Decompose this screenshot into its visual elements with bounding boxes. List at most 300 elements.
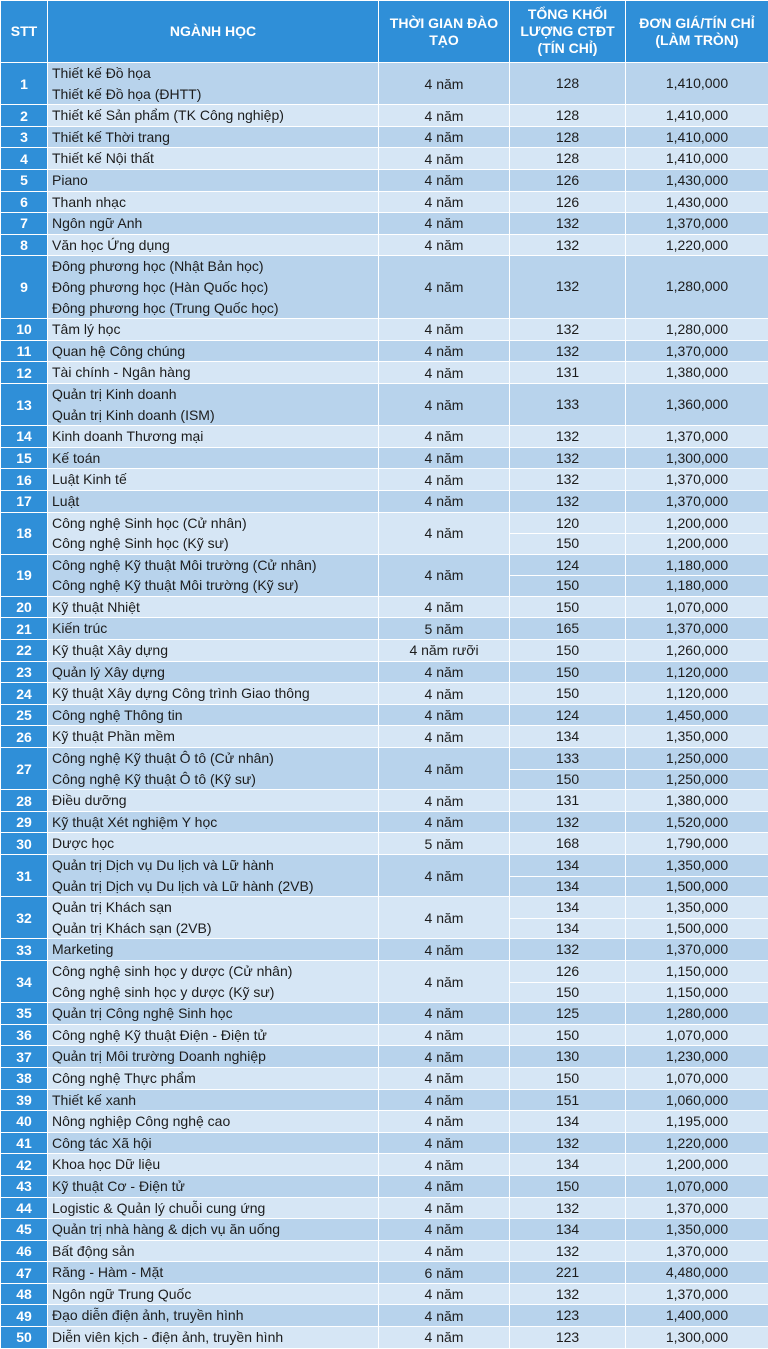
- row-major: [48, 811, 379, 833]
- row-credits: [510, 1283, 626, 1305]
- row-credits: [510, 811, 626, 833]
- price-value: 1,360,000: [626, 384, 768, 425]
- row-price: [626, 1262, 768, 1284]
- major-name: Diễn viên kịch - điện ảnh, truyền hình: [52, 1327, 378, 1348]
- row-price: [626, 1154, 768, 1176]
- table-row: [1, 469, 768, 491]
- row-major: [48, 447, 379, 469]
- row-duration: 4 năm: [379, 63, 510, 105]
- credit-value: 132: [510, 213, 625, 234]
- table-row: [1, 1327, 768, 1349]
- row-major: [48, 256, 379, 319]
- row-duration: 4 năm: [379, 661, 510, 683]
- row-credits: [510, 1003, 626, 1025]
- credit-value: 165: [510, 618, 625, 639]
- row-price: [626, 1132, 768, 1154]
- row-major: [48, 63, 379, 105]
- row-duration: 4 năm: [379, 939, 510, 961]
- credit-value: 132: [510, 1133, 625, 1154]
- major-name: Quản trị Kinh doanh (ISM): [52, 405, 378, 426]
- price-value: 1,280,000: [626, 1003, 768, 1024]
- row-price: [626, 490, 768, 512]
- table-row: [1, 319, 768, 341]
- row-duration: 4 năm: [379, 596, 510, 618]
- row-stt: 50: [1, 1327, 48, 1349]
- row-stt: 46: [1, 1240, 48, 1262]
- row-duration: 4 năm: [379, 362, 510, 384]
- row-credits: [510, 383, 626, 425]
- row-major: [48, 833, 379, 855]
- row-duration: 4 năm: [379, 213, 510, 235]
- row-stt: 32: [1, 897, 48, 939]
- credit-value: 128: [510, 148, 625, 169]
- row-stt: 25: [1, 704, 48, 726]
- price-value: 1,350,000: [626, 726, 768, 747]
- row-duration: 5 năm: [379, 833, 510, 855]
- major-name: Đông phương học (Nhật Bản học): [52, 256, 378, 277]
- header-duration: THỜI GIAN ĐÀO TẠO: [379, 1, 510, 63]
- major-name: Thiết kế Nội thất: [52, 148, 378, 169]
- row-major: [48, 1262, 379, 1284]
- price-value: 1,350,000: [626, 897, 768, 918]
- row-major: [48, 554, 379, 596]
- row-price: [626, 554, 768, 596]
- row-price: [626, 1305, 768, 1327]
- price-value: 1,410,000: [626, 105, 768, 126]
- row-credits: [510, 1089, 626, 1111]
- table-row: [1, 1089, 768, 1111]
- row-duration: 4 năm: [379, 383, 510, 425]
- row-stt: 29: [1, 811, 48, 833]
- row-major: [48, 469, 379, 491]
- price-value: 1,070,000: [626, 1176, 768, 1197]
- row-price: [626, 213, 768, 235]
- major-name: Luật Kinh tế: [52, 469, 378, 490]
- row-credits: [510, 426, 626, 448]
- row-credits: [510, 191, 626, 213]
- row-price: [626, 618, 768, 640]
- price-value: 1,200,000: [626, 533, 768, 554]
- major-name: Công nghệ sinh học y dược (Cử nhân): [52, 961, 378, 982]
- row-stt: 4: [1, 148, 48, 170]
- row-stt: 35: [1, 1003, 48, 1025]
- row-major: [48, 1046, 379, 1068]
- table-row: [1, 1067, 768, 1089]
- table-row: [1, 683, 768, 705]
- row-credits: [510, 1219, 626, 1241]
- row-duration: 4 năm: [379, 855, 510, 897]
- price-value: 1,370,000: [626, 1284, 768, 1305]
- major-name: Thiết kế Đồ họa: [52, 63, 378, 84]
- row-price: [626, 640, 768, 662]
- row-major: [48, 1003, 379, 1025]
- major-name: Quản lý Xây dựng: [52, 662, 378, 683]
- row-credits: [510, 1240, 626, 1262]
- major-name: Kế toán: [52, 448, 378, 469]
- row-stt: 40: [1, 1111, 48, 1133]
- row-major: [48, 939, 379, 961]
- header-stt: STT: [1, 1, 48, 63]
- row-price: [626, 1219, 768, 1241]
- row-major: [48, 618, 379, 640]
- major-name: Kinh doanh Thương mại: [52, 426, 378, 447]
- row-major: [48, 340, 379, 362]
- row-duration: 4 năm: [379, 319, 510, 341]
- header-major: NGÀNH HỌC: [48, 1, 379, 63]
- major-name: Luật: [52, 491, 378, 512]
- row-credits: [510, 1327, 626, 1349]
- credit-value: 134: [510, 1111, 625, 1132]
- row-credits: [510, 63, 626, 105]
- row-duration: 4 năm: [379, 490, 510, 512]
- credit-value: 134: [510, 726, 625, 747]
- row-stt: 12: [1, 362, 48, 384]
- row-credits: [510, 939, 626, 961]
- row-stt: 14: [1, 426, 48, 448]
- row-major: [48, 426, 379, 448]
- row-credits: [510, 256, 626, 319]
- row-price: [626, 191, 768, 213]
- table-row: [1, 1240, 768, 1262]
- credit-value: 150: [510, 662, 625, 683]
- row-stt: 47: [1, 1262, 48, 1284]
- credit-value: 128: [510, 127, 625, 148]
- row-price: [626, 790, 768, 812]
- credit-value: 131: [510, 790, 625, 811]
- price-value: 1,350,000: [626, 855, 768, 876]
- row-duration: 4 năm: [379, 1003, 510, 1025]
- row-price: [626, 362, 768, 384]
- row-price: [626, 469, 768, 491]
- row-stt: 1: [1, 63, 48, 105]
- row-duration: 4 năm: [379, 1305, 510, 1327]
- row-stt: 3: [1, 126, 48, 148]
- row-credits: [510, 855, 626, 897]
- major-name: Quản trị Khách sạn (2VB): [52, 918, 378, 939]
- row-major: [48, 704, 379, 726]
- credit-value: 221: [510, 1262, 625, 1283]
- major-name: Công nghệ Kỹ thuật Điện - Điện tử: [52, 1025, 378, 1046]
- price-value: 1,200,000: [626, 1154, 768, 1175]
- row-major: [48, 726, 379, 748]
- table-row: [1, 596, 768, 618]
- row-major: [48, 855, 379, 897]
- row-duration: 4 năm: [379, 512, 510, 554]
- price-value: 1,500,000: [626, 876, 768, 897]
- table-row: [1, 105, 768, 127]
- row-major: [48, 148, 379, 170]
- row-duration: 4 năm: [379, 811, 510, 833]
- price-value: 1,500,000: [626, 918, 768, 939]
- table-row: [1, 383, 768, 425]
- row-duration: 4 năm: [379, 1067, 510, 1089]
- major-name: Thiết kế Đồ họa (ĐHTT): [52, 84, 378, 105]
- price-value: 1,220,000: [626, 235, 768, 256]
- row-credits: [510, 490, 626, 512]
- major-name: Quản trị Công nghệ Sinh học: [52, 1003, 378, 1024]
- major-name: Kỹ thuật Xây dựng Công trình Giao thông: [52, 683, 378, 704]
- row-duration: 4 năm: [379, 1327, 510, 1349]
- credit-value: 126: [510, 192, 625, 213]
- price-value: 1,370,000: [626, 426, 768, 447]
- row-credits: [510, 640, 626, 662]
- row-credits: [510, 661, 626, 683]
- row-stt: 10: [1, 319, 48, 341]
- row-price: [626, 63, 768, 105]
- row-price: [626, 748, 768, 790]
- row-credits: [510, 340, 626, 362]
- credit-value: 150: [510, 533, 625, 554]
- row-price: [626, 833, 768, 855]
- major-name: Công nghệ Kỹ thuật Ô tô (Kỹ sư): [52, 769, 378, 790]
- row-stt: 24: [1, 683, 48, 705]
- row-stt: 27: [1, 748, 48, 790]
- row-price: [626, 855, 768, 897]
- row-stt: 38: [1, 1067, 48, 1089]
- row-price: [626, 512, 768, 554]
- major-name: Quản trị Dịch vụ Du lịch và Lữ hành (2VB): [52, 876, 378, 897]
- table-row: [1, 661, 768, 683]
- row-credits: [510, 554, 626, 596]
- credit-value: 134: [510, 1154, 625, 1175]
- row-credits: [510, 105, 626, 127]
- major-name: Dược học: [52, 833, 378, 854]
- row-duration: 4 năm: [379, 704, 510, 726]
- row-major: [48, 1197, 379, 1219]
- row-stt: 21: [1, 618, 48, 640]
- major-name: Công nghệ sinh học y dược (Kỹ sư): [52, 982, 378, 1003]
- row-duration: 4 năm: [379, 1283, 510, 1305]
- price-value: 1,180,000: [626, 555, 768, 576]
- table-row: [1, 256, 768, 319]
- table-row: [1, 1175, 768, 1197]
- row-stt: 48: [1, 1283, 48, 1305]
- row-price: [626, 661, 768, 683]
- price-value: 1,370,000: [626, 341, 768, 362]
- row-duration: 4 năm: [379, 1024, 510, 1046]
- major-name: Bất động sản: [52, 1241, 378, 1262]
- price-value: 1,370,000: [626, 469, 768, 490]
- row-stt: 41: [1, 1132, 48, 1154]
- row-duration: 4 năm: [379, 1154, 510, 1176]
- row-price: [626, 1046, 768, 1068]
- row-price: [626, 234, 768, 256]
- row-price: [626, 811, 768, 833]
- credit-value: 134: [510, 918, 625, 939]
- row-major: [48, 1175, 379, 1197]
- table-row: [1, 726, 768, 748]
- price-value: 1,250,000: [626, 748, 768, 769]
- row-price: [626, 939, 768, 961]
- header-credits: TỔNG KHỐI LƯỢNG CTĐT (TÍN CHỈ): [510, 1, 626, 63]
- table-row: [1, 1024, 768, 1046]
- credit-value: 132: [510, 426, 625, 447]
- table-row: [1, 960, 768, 1002]
- table-row: [1, 833, 768, 855]
- credit-value: 131: [510, 362, 625, 383]
- row-major: [48, 1154, 379, 1176]
- row-major: [48, 683, 379, 705]
- credit-value: 132: [510, 1241, 625, 1262]
- credit-value: 150: [510, 769, 625, 790]
- credit-value: 150: [510, 982, 625, 1003]
- table-row: [1, 1132, 768, 1154]
- credit-value: 150: [510, 1068, 625, 1089]
- row-duration: 4 năm: [379, 469, 510, 491]
- row-duration: 4 năm rưỡi: [379, 640, 510, 662]
- table-row: [1, 191, 768, 213]
- row-credits: [510, 1111, 626, 1133]
- major-name: Răng - Hàm - Mặt: [52, 1262, 378, 1283]
- row-duration: 4 năm: [379, 426, 510, 448]
- table-header: [1, 1, 768, 63]
- row-major: [48, 213, 379, 235]
- table-row: [1, 126, 768, 148]
- row-major: [48, 596, 379, 618]
- row-credits: [510, 362, 626, 384]
- table-row: [1, 897, 768, 939]
- major-name: Công nghệ Sinh học (Cử nhân): [52, 513, 378, 534]
- table-row: [1, 512, 768, 554]
- major-name: Tài chính - Ngân hàng: [52, 362, 378, 383]
- table-row: [1, 618, 768, 640]
- row-stt: 34: [1, 960, 48, 1002]
- price-value: 1,300,000: [626, 1327, 768, 1348]
- table-row: [1, 855, 768, 897]
- table-row: [1, 213, 768, 235]
- row-duration: 4 năm: [379, 1175, 510, 1197]
- price-value: 1,300,000: [626, 448, 768, 469]
- row-major: [48, 1219, 379, 1241]
- row-major: [48, 383, 379, 425]
- table-row: [1, 1197, 768, 1219]
- row-major: [48, 897, 379, 939]
- row-price: [626, 426, 768, 448]
- price-value: 1,150,000: [626, 961, 768, 982]
- row-stt: 2: [1, 105, 48, 127]
- row-stt: 28: [1, 790, 48, 812]
- row-stt: 37: [1, 1046, 48, 1068]
- row-price: [626, 447, 768, 469]
- credit-value: 132: [510, 1284, 625, 1305]
- row-credits: [510, 1024, 626, 1046]
- row-duration: 4 năm: [379, 748, 510, 790]
- credit-value: 132: [510, 939, 625, 960]
- row-duration: 4 năm: [379, 1132, 510, 1154]
- price-value: 1,195,000: [626, 1111, 768, 1132]
- major-name: Thiết kế Thời trang: [52, 127, 378, 148]
- credit-value: 132: [510, 1198, 625, 1219]
- row-duration: 4 năm: [379, 447, 510, 469]
- price-value: 1,520,000: [626, 812, 768, 833]
- major-name: Logistic & Quản lý chuỗi cung ứng: [52, 1198, 378, 1219]
- row-price: [626, 1024, 768, 1046]
- row-major: [48, 1283, 379, 1305]
- credit-value: 132: [510, 448, 625, 469]
- row-stt: 30: [1, 833, 48, 855]
- row-credits: [510, 213, 626, 235]
- table-row: [1, 1003, 768, 1025]
- price-value: 1,220,000: [626, 1133, 768, 1154]
- header-row: [1, 1, 768, 63]
- row-major: [48, 1067, 379, 1089]
- credit-value: 132: [510, 235, 625, 256]
- major-name: Kỹ thuật Nhiệt: [52, 597, 378, 618]
- price-value: 1,410,000: [626, 127, 768, 148]
- credit-value: 132: [510, 469, 625, 490]
- price-value: 1,070,000: [626, 597, 768, 618]
- table-row: [1, 1046, 768, 1068]
- row-credits: [510, 148, 626, 170]
- price-value: 1,370,000: [626, 1241, 768, 1262]
- row-stt: 36: [1, 1024, 48, 1046]
- price-value: 1,370,000: [626, 1198, 768, 1219]
- major-name: Công nghệ Kỹ thuật Môi trường (Kỹ sư): [52, 575, 378, 596]
- major-name: Đạo diễn điện ảnh, truyền hình: [52, 1305, 378, 1326]
- row-duration: 4 năm: [379, 1089, 510, 1111]
- row-stt: 43: [1, 1175, 48, 1197]
- row-stt: 6: [1, 191, 48, 213]
- row-price: [626, 148, 768, 170]
- table-row: [1, 748, 768, 790]
- price-value: 1,060,000: [626, 1090, 768, 1111]
- row-credits: [510, 1154, 626, 1176]
- row-major: [48, 960, 379, 1002]
- credit-value: 134: [510, 897, 625, 918]
- major-name: Ngôn ngữ Anh: [52, 213, 378, 234]
- row-credits: [510, 1262, 626, 1284]
- row-stt: 33: [1, 939, 48, 961]
- row-stt: 19: [1, 554, 48, 596]
- row-stt: 11: [1, 340, 48, 362]
- price-value: 1,370,000: [626, 618, 768, 639]
- row-price: [626, 1003, 768, 1025]
- major-name: Thiết kế xanh: [52, 1090, 378, 1111]
- credit-value: 125: [510, 1003, 625, 1024]
- price-value: 1,070,000: [626, 1025, 768, 1046]
- table-row: [1, 1111, 768, 1133]
- row-price: [626, 1111, 768, 1133]
- major-name: Quản trị Dịch vụ Du lịch và Lữ hành: [52, 855, 378, 876]
- row-major: [48, 191, 379, 213]
- table-row: [1, 1305, 768, 1327]
- row-stt: 7: [1, 213, 48, 235]
- table-row: [1, 704, 768, 726]
- table-row: [1, 148, 768, 170]
- row-credits: [510, 319, 626, 341]
- row-major: [48, 1305, 379, 1327]
- credit-value: 128: [510, 105, 625, 126]
- row-price: [626, 340, 768, 362]
- row-price: [626, 1327, 768, 1349]
- price-value: 1,370,000: [626, 491, 768, 512]
- row-stt: 42: [1, 1154, 48, 1176]
- row-credits: [510, 1175, 626, 1197]
- credit-value: 134: [510, 1219, 625, 1240]
- major-name: Công nghệ Kỹ thuật Môi trường (Cử nhân): [52, 555, 378, 576]
- row-credits: [510, 512, 626, 554]
- major-name: Quản trị Môi trường Doanh nghiệp: [52, 1046, 378, 1067]
- credit-value: 120: [510, 513, 625, 534]
- credit-value: 132: [510, 256, 625, 318]
- row-stt: 26: [1, 726, 48, 748]
- row-duration: 4 năm: [379, 554, 510, 596]
- major-name: Kỹ thuật Xây dựng: [52, 640, 378, 661]
- major-name: Quản trị nhà hàng & dịch vụ ăn uống: [52, 1219, 378, 1240]
- row-duration: 4 năm: [379, 683, 510, 705]
- credit-value: 130: [510, 1046, 625, 1067]
- price-value: 4,480,000: [626, 1262, 768, 1283]
